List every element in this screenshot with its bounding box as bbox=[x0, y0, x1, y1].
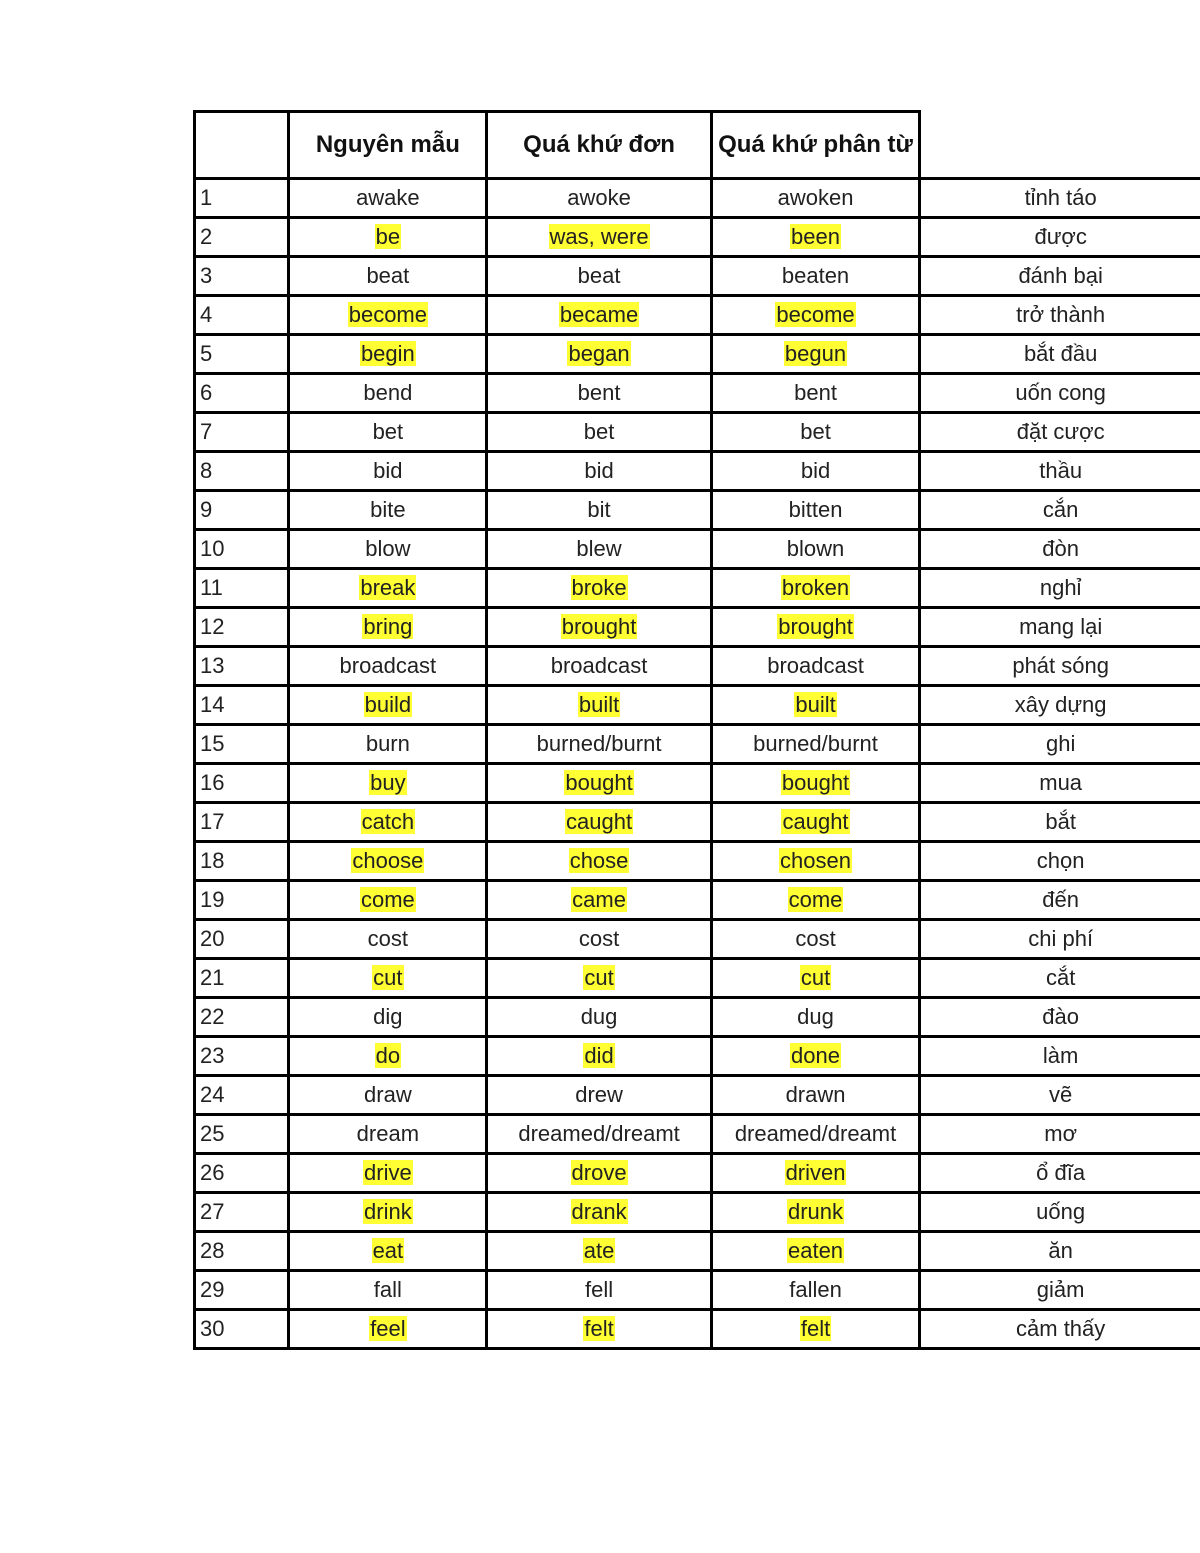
row-number: 8 bbox=[195, 452, 289, 491]
base-form-cell: broadcast bbox=[289, 647, 487, 686]
highlighted-text: drive bbox=[364, 1160, 412, 1185]
table-row bbox=[195, 725, 1200, 764]
table-row bbox=[195, 1037, 1200, 1076]
header-number bbox=[195, 112, 289, 179]
past-participle-cell bbox=[711, 1037, 920, 1076]
highlighted-text: done bbox=[791, 1043, 840, 1068]
meaning-cell: được bbox=[920, 218, 1200, 257]
past-simple-cell bbox=[487, 335, 711, 374]
highlighted-text: do bbox=[375, 1043, 401, 1068]
past-participle-cell bbox=[711, 1310, 920, 1349]
highlighted-text: bring bbox=[363, 614, 413, 639]
verb-rows bbox=[195, 179, 1200, 1349]
base-form-cell: bid bbox=[289, 452, 487, 491]
row-number: 2 bbox=[195, 218, 289, 257]
meaning-cell: mang lại bbox=[920, 608, 1200, 647]
highlighted-text: built bbox=[578, 692, 620, 717]
base-form-cell bbox=[289, 218, 487, 257]
past-participle-cell bbox=[711, 335, 920, 374]
past-simple-cell bbox=[487, 686, 711, 725]
highlighted-text: build bbox=[364, 692, 412, 717]
past-simple-cell bbox=[487, 959, 711, 998]
base-form-cell: bite bbox=[289, 491, 487, 530]
base-form-cell bbox=[289, 1154, 487, 1193]
table-row bbox=[195, 1115, 1200, 1154]
base-form-cell: bet bbox=[289, 413, 487, 452]
highlighted-text: become bbox=[776, 302, 855, 327]
table-row bbox=[195, 530, 1200, 569]
highlighted-text: was, were bbox=[549, 224, 649, 249]
meaning-cell: bắt đầu bbox=[920, 335, 1200, 374]
highlighted-text: did bbox=[584, 1043, 614, 1068]
past-simple-cell bbox=[487, 296, 711, 335]
base-form-cell: dream bbox=[289, 1115, 487, 1154]
past-participle-cell bbox=[711, 881, 920, 920]
table-row bbox=[195, 296, 1200, 335]
past-simple-cell: beat bbox=[487, 257, 711, 296]
row-number: 10 bbox=[195, 530, 289, 569]
past-participle-cell: drawn bbox=[711, 1076, 920, 1115]
highlighted-text: came bbox=[572, 887, 626, 912]
highlighted-text: built bbox=[795, 692, 836, 717]
table-row bbox=[195, 647, 1200, 686]
past-participle-cell: broadcast bbox=[711, 647, 920, 686]
base-form-cell bbox=[289, 686, 487, 725]
row-number: 28 bbox=[195, 1232, 289, 1271]
row-number: 3 bbox=[195, 257, 289, 296]
table-row bbox=[195, 335, 1200, 374]
row-number: 11 bbox=[195, 569, 289, 608]
row-number: 18 bbox=[195, 842, 289, 881]
meaning-cell: làm bbox=[920, 1037, 1200, 1076]
meaning-cell: đến bbox=[920, 881, 1200, 920]
table-row bbox=[195, 803, 1200, 842]
highlighted-text: cut bbox=[584, 965, 614, 990]
highlighted-text: bought bbox=[781, 770, 850, 795]
table-row bbox=[195, 1154, 1200, 1193]
meaning-cell: xây dựng bbox=[920, 686, 1200, 725]
row-number: 6 bbox=[195, 374, 289, 413]
highlighted-text: eaten bbox=[787, 1238, 844, 1263]
meaning-cell: uống bbox=[920, 1193, 1200, 1232]
row-number: 17 bbox=[195, 803, 289, 842]
highlighted-text: come bbox=[360, 887, 415, 912]
past-participle-cell: blown bbox=[711, 530, 920, 569]
highlighted-text: cut bbox=[800, 965, 831, 990]
row-number: 15 bbox=[195, 725, 289, 764]
row-number: 7 bbox=[195, 413, 289, 452]
base-form-cell: beat bbox=[289, 257, 487, 296]
past-participle-cell: beaten bbox=[711, 257, 920, 296]
table-row bbox=[195, 1193, 1200, 1232]
row-number: 9 bbox=[195, 491, 289, 530]
past-simple-cell: bid bbox=[487, 452, 711, 491]
past-participle-cell bbox=[711, 764, 920, 803]
base-form-cell: blow bbox=[289, 530, 487, 569]
highlighted-text: break bbox=[360, 575, 416, 600]
highlighted-text: driven bbox=[785, 1160, 846, 1185]
row-number: 12 bbox=[195, 608, 289, 647]
past-participle-cell bbox=[711, 569, 920, 608]
meaning-cell: cắt bbox=[920, 959, 1200, 998]
meaning-cell: chọn bbox=[920, 842, 1200, 881]
row-number: 29 bbox=[195, 1271, 289, 1310]
base-form-cell bbox=[289, 1232, 487, 1271]
meaning-cell: nghỉ bbox=[920, 569, 1200, 608]
highlighted-text: brought bbox=[778, 614, 853, 639]
irregular-verbs-table bbox=[193, 110, 1200, 1350]
meaning-cell: thầu bbox=[920, 452, 1200, 491]
past-participle-cell: bitten bbox=[711, 491, 920, 530]
header-row bbox=[195, 112, 1200, 179]
row-number: 23 bbox=[195, 1037, 289, 1076]
past-simple-cell bbox=[487, 803, 711, 842]
highlighted-text: begun bbox=[784, 341, 847, 366]
highlighted-text: caught bbox=[782, 809, 849, 834]
highlighted-text: become bbox=[348, 302, 427, 327]
highlighted-text: chose bbox=[569, 848, 629, 873]
highlighted-text: be bbox=[375, 224, 401, 249]
past-simple-cell: awoke bbox=[487, 179, 711, 218]
table-row bbox=[195, 920, 1200, 959]
table-row bbox=[195, 998, 1200, 1037]
meaning-cell: giảm bbox=[920, 1271, 1200, 1310]
past-simple-cell: dug bbox=[487, 998, 711, 1037]
base-form-cell: bend bbox=[289, 374, 487, 413]
highlighted-text: caught bbox=[566, 809, 633, 834]
past-simple-cell bbox=[487, 1232, 711, 1271]
base-form-cell bbox=[289, 881, 487, 920]
highlighted-text: drove bbox=[571, 1160, 627, 1185]
table-row bbox=[195, 1271, 1200, 1310]
header-past-participle: Quá khứ phân từ bbox=[711, 112, 920, 179]
table-row bbox=[195, 452, 1200, 491]
header-meaning bbox=[920, 112, 1200, 179]
table-row bbox=[195, 257, 1200, 296]
meaning-cell: cắn bbox=[920, 491, 1200, 530]
highlighted-text: chosen bbox=[780, 848, 851, 873]
past-simple-cell bbox=[487, 1037, 711, 1076]
meaning-cell: đào bbox=[920, 998, 1200, 1037]
table-row bbox=[195, 374, 1200, 413]
past-simple-cell bbox=[487, 764, 711, 803]
table-row bbox=[195, 491, 1200, 530]
past-simple-cell: dreamed/dreamt bbox=[487, 1115, 711, 1154]
past-simple-cell bbox=[487, 608, 711, 647]
table-row bbox=[195, 608, 1200, 647]
past-simple-cell: cost bbox=[487, 920, 711, 959]
past-participle-cell bbox=[711, 608, 920, 647]
past-participle-cell: cost bbox=[711, 920, 920, 959]
row-number: 19 bbox=[195, 881, 289, 920]
highlighted-text: drunk bbox=[788, 1199, 844, 1224]
past-simple-cell: bit bbox=[487, 491, 711, 530]
meaning-cell: đánh bại bbox=[920, 257, 1200, 296]
table-row bbox=[195, 218, 1200, 257]
highlighted-text: broken bbox=[781, 575, 850, 600]
past-simple-cell bbox=[487, 1154, 711, 1193]
base-form-cell: awake bbox=[289, 179, 487, 218]
highlighted-text: ate bbox=[583, 1238, 615, 1263]
past-simple-cell: bet bbox=[487, 413, 711, 452]
past-participle-cell: dug bbox=[711, 998, 920, 1037]
past-simple-cell: fell bbox=[487, 1271, 711, 1310]
highlighted-text: bought bbox=[565, 770, 633, 795]
past-participle-cell: fallen bbox=[711, 1271, 920, 1310]
past-participle-cell bbox=[711, 842, 920, 881]
table-row bbox=[195, 569, 1200, 608]
row-number: 4 bbox=[195, 296, 289, 335]
meaning-cell: đòn bbox=[920, 530, 1200, 569]
meaning-cell: cảm thấy bbox=[920, 1310, 1200, 1349]
past-simple-cell: bent bbox=[487, 374, 711, 413]
past-participle-cell bbox=[711, 1154, 920, 1193]
table-row bbox=[195, 686, 1200, 725]
meaning-cell: bắt bbox=[920, 803, 1200, 842]
past-simple-cell: burned/burnt bbox=[487, 725, 711, 764]
base-form-cell: burn bbox=[289, 725, 487, 764]
highlighted-text: come bbox=[788, 887, 843, 912]
meaning-cell: vẽ bbox=[920, 1076, 1200, 1115]
past-participle-cell: awoken bbox=[711, 179, 920, 218]
past-participle-cell bbox=[711, 803, 920, 842]
past-participle-cell bbox=[711, 1232, 920, 1271]
highlighted-text: buy bbox=[370, 770, 406, 795]
past-simple-cell bbox=[487, 1193, 711, 1232]
row-number: 16 bbox=[195, 764, 289, 803]
table-row bbox=[195, 1232, 1200, 1271]
highlighted-text: began bbox=[568, 341, 630, 366]
highlighted-text: choose bbox=[352, 848, 424, 873]
base-form-cell: draw bbox=[289, 1076, 487, 1115]
row-number: 30 bbox=[195, 1310, 289, 1349]
meaning-cell: mua bbox=[920, 764, 1200, 803]
base-form-cell bbox=[289, 1037, 487, 1076]
past-participle-cell: dreamed/dreamt bbox=[711, 1115, 920, 1154]
highlighted-text: been bbox=[791, 224, 840, 249]
base-form-cell bbox=[289, 959, 487, 998]
base-form-cell bbox=[289, 296, 487, 335]
row-number: 27 bbox=[195, 1193, 289, 1232]
meaning-cell: mơ bbox=[920, 1115, 1200, 1154]
table-row bbox=[195, 1310, 1200, 1349]
row-number: 25 bbox=[195, 1115, 289, 1154]
base-form-cell bbox=[289, 764, 487, 803]
row-number: 21 bbox=[195, 959, 289, 998]
past-participle-cell bbox=[711, 1193, 920, 1232]
table-row bbox=[195, 881, 1200, 920]
row-number: 20 bbox=[195, 920, 289, 959]
meaning-cell: phát sóng bbox=[920, 647, 1200, 686]
table-row bbox=[195, 413, 1200, 452]
past-simple-cell: drew bbox=[487, 1076, 711, 1115]
past-participle-cell bbox=[711, 218, 920, 257]
base-form-cell bbox=[289, 1310, 487, 1349]
past-simple-cell: broadcast bbox=[487, 647, 711, 686]
meaning-cell: chi phí bbox=[920, 920, 1200, 959]
past-participle-cell bbox=[711, 296, 920, 335]
past-simple-cell: blew bbox=[487, 530, 711, 569]
table-row bbox=[195, 1076, 1200, 1115]
base-form-cell bbox=[289, 335, 487, 374]
table-row bbox=[195, 959, 1200, 998]
base-form-cell bbox=[289, 842, 487, 881]
base-form-cell: cost bbox=[289, 920, 487, 959]
base-form-cell bbox=[289, 569, 487, 608]
past-participle-cell: burned/burnt bbox=[711, 725, 920, 764]
past-participle-cell: bet bbox=[711, 413, 920, 452]
highlighted-text: catch bbox=[361, 809, 415, 834]
base-form-cell: fall bbox=[289, 1271, 487, 1310]
highlighted-text: felt bbox=[584, 1316, 614, 1341]
highlighted-text: feel bbox=[370, 1316, 406, 1341]
highlighted-text: brought bbox=[561, 614, 637, 639]
header-past-simple: Quá khứ đơn bbox=[487, 112, 711, 179]
past-simple-cell bbox=[487, 1310, 711, 1349]
base-form-cell bbox=[289, 608, 487, 647]
row-number: 22 bbox=[195, 998, 289, 1037]
base-form-cell: dig bbox=[289, 998, 487, 1037]
highlighted-text: broke bbox=[571, 575, 627, 600]
row-number: 26 bbox=[195, 1154, 289, 1193]
row-number: 14 bbox=[195, 686, 289, 725]
header-base-form: Nguyên mẫu bbox=[289, 112, 487, 179]
row-number: 13 bbox=[195, 647, 289, 686]
table-row bbox=[195, 764, 1200, 803]
past-participle-cell bbox=[711, 959, 920, 998]
meaning-cell: ghi bbox=[920, 725, 1200, 764]
highlighted-text: cut bbox=[373, 965, 403, 990]
past-simple-cell bbox=[487, 218, 711, 257]
highlighted-text: drink bbox=[364, 1199, 412, 1224]
past-simple-cell bbox=[487, 569, 711, 608]
row-number: 5 bbox=[195, 335, 289, 374]
table-row bbox=[195, 842, 1200, 881]
highlighted-text: eat bbox=[372, 1238, 404, 1263]
past-participle-cell bbox=[711, 686, 920, 725]
base-form-cell bbox=[289, 1193, 487, 1232]
meaning-cell: đặt cược bbox=[920, 413, 1200, 452]
table-row bbox=[195, 179, 1200, 218]
meaning-cell: trở thành bbox=[920, 296, 1200, 335]
meaning-cell: uốn cong bbox=[920, 374, 1200, 413]
highlighted-text: became bbox=[559, 302, 639, 327]
row-number: 1 bbox=[195, 179, 289, 218]
base-form-cell bbox=[289, 803, 487, 842]
meaning-cell: ăn bbox=[920, 1232, 1200, 1271]
past-simple-cell bbox=[487, 881, 711, 920]
row-number: 24 bbox=[195, 1076, 289, 1115]
highlighted-text: begin bbox=[360, 341, 415, 366]
past-participle-cell: bent bbox=[711, 374, 920, 413]
meaning-cell: tỉnh táo bbox=[920, 179, 1200, 218]
past-simple-cell bbox=[487, 842, 711, 881]
highlighted-text: felt bbox=[800, 1316, 831, 1341]
highlighted-text: drank bbox=[571, 1199, 627, 1224]
past-participle-cell: bid bbox=[711, 452, 920, 491]
meaning-cell: ổ đĩa bbox=[920, 1154, 1200, 1193]
